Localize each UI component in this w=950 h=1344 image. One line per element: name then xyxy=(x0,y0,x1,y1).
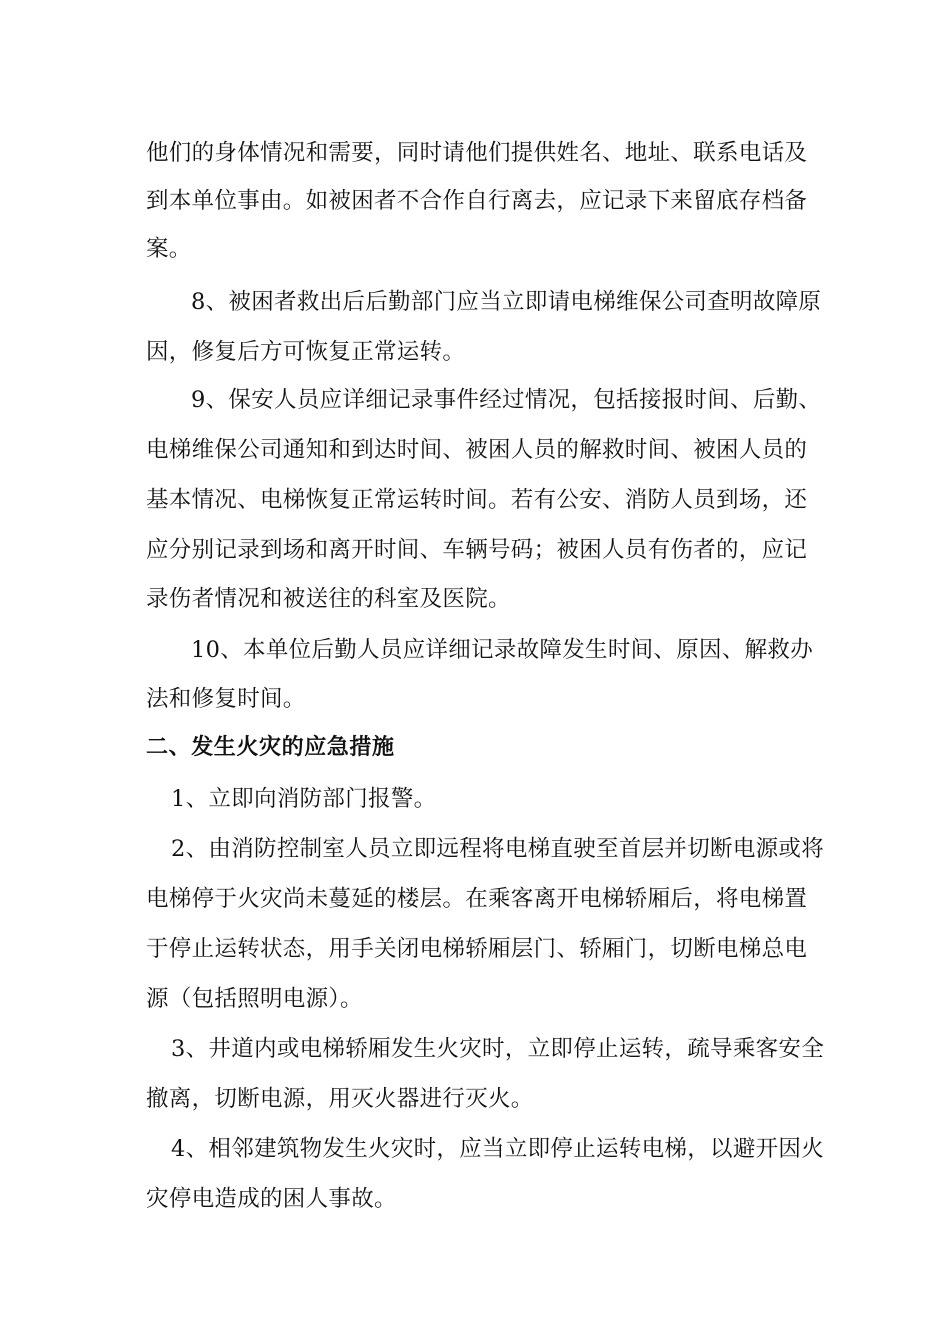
fire-item-3-line: 3、井道内或电梯轿厢发生火灾时，立即停止运转，疏导乘客安全 xyxy=(171,1036,825,1062)
item-9-line: 9、保安人员应详细记录事件经过情况，包括接报时间、后勤、 xyxy=(191,387,822,413)
paragraph-line: 源（包括照明电源）。 xyxy=(146,986,363,1012)
section-heading: 二、发生火灾的应急措施 xyxy=(146,735,395,760)
paragraph-line: 基本情况、电梯恢复正常运转时间。若有公安、消防人员到场，还 xyxy=(146,487,808,513)
paragraph-line: 案。 xyxy=(146,236,192,262)
paragraph-line: 应分别记录到场和离开时间、车辆号码；被困人员有伤者的，应记 xyxy=(146,537,808,563)
item-8-line: 8、被困者救出后后勤部门应当立即请电梯维保公司查明故障原 xyxy=(191,289,822,315)
paragraph-line: 于停止运转状态，用手关闭电梯轿厢层门、轿厢门，切断电梯总电 xyxy=(146,936,808,962)
paragraph-line: 录伤者情况和被送往的科室及医院。 xyxy=(146,586,511,612)
paragraph-line: 到本单位事由。如被困者不合作自行离去，应记录下来留底存档备 xyxy=(146,188,808,214)
paragraph-line: 法和修复时间。 xyxy=(146,686,306,712)
paragraph-line: 他们的身体情况和需要，同时请他们提供姓名、地址、联系电话及 xyxy=(146,140,808,166)
fire-item-2-line: 2、由消防控制室人员立即远程将电梯直驶至首层并切断电源或将 xyxy=(171,836,825,862)
paragraph-line: 灾停电造成的困人事故。 xyxy=(146,1186,397,1212)
paragraph-line: 电梯维保公司通知和到达时间、被困人员的解救时间、被困人员的 xyxy=(146,437,808,463)
paragraph-line: 因，修复后方可恢复正常运转。 xyxy=(146,339,466,365)
item-10-line: 10、本单位后勤人员应详细记录故障发生时间、原因、解救办 xyxy=(191,637,814,663)
paragraph-line: 撤离，切断电源，用灭火器进行灭火。 xyxy=(146,1086,534,1112)
fire-item-1-line: 1、立即向消防部门报警。 xyxy=(171,786,437,812)
paragraph-line: 电梯停于火灾尚未蔓延的楼层。在乘客离开电梯轿厢后，将电梯置 xyxy=(146,886,808,912)
fire-item-4-line: 4、相邻建筑物发生火灾时，应当立即停止运转电梯，以避开因火 xyxy=(171,1136,825,1162)
